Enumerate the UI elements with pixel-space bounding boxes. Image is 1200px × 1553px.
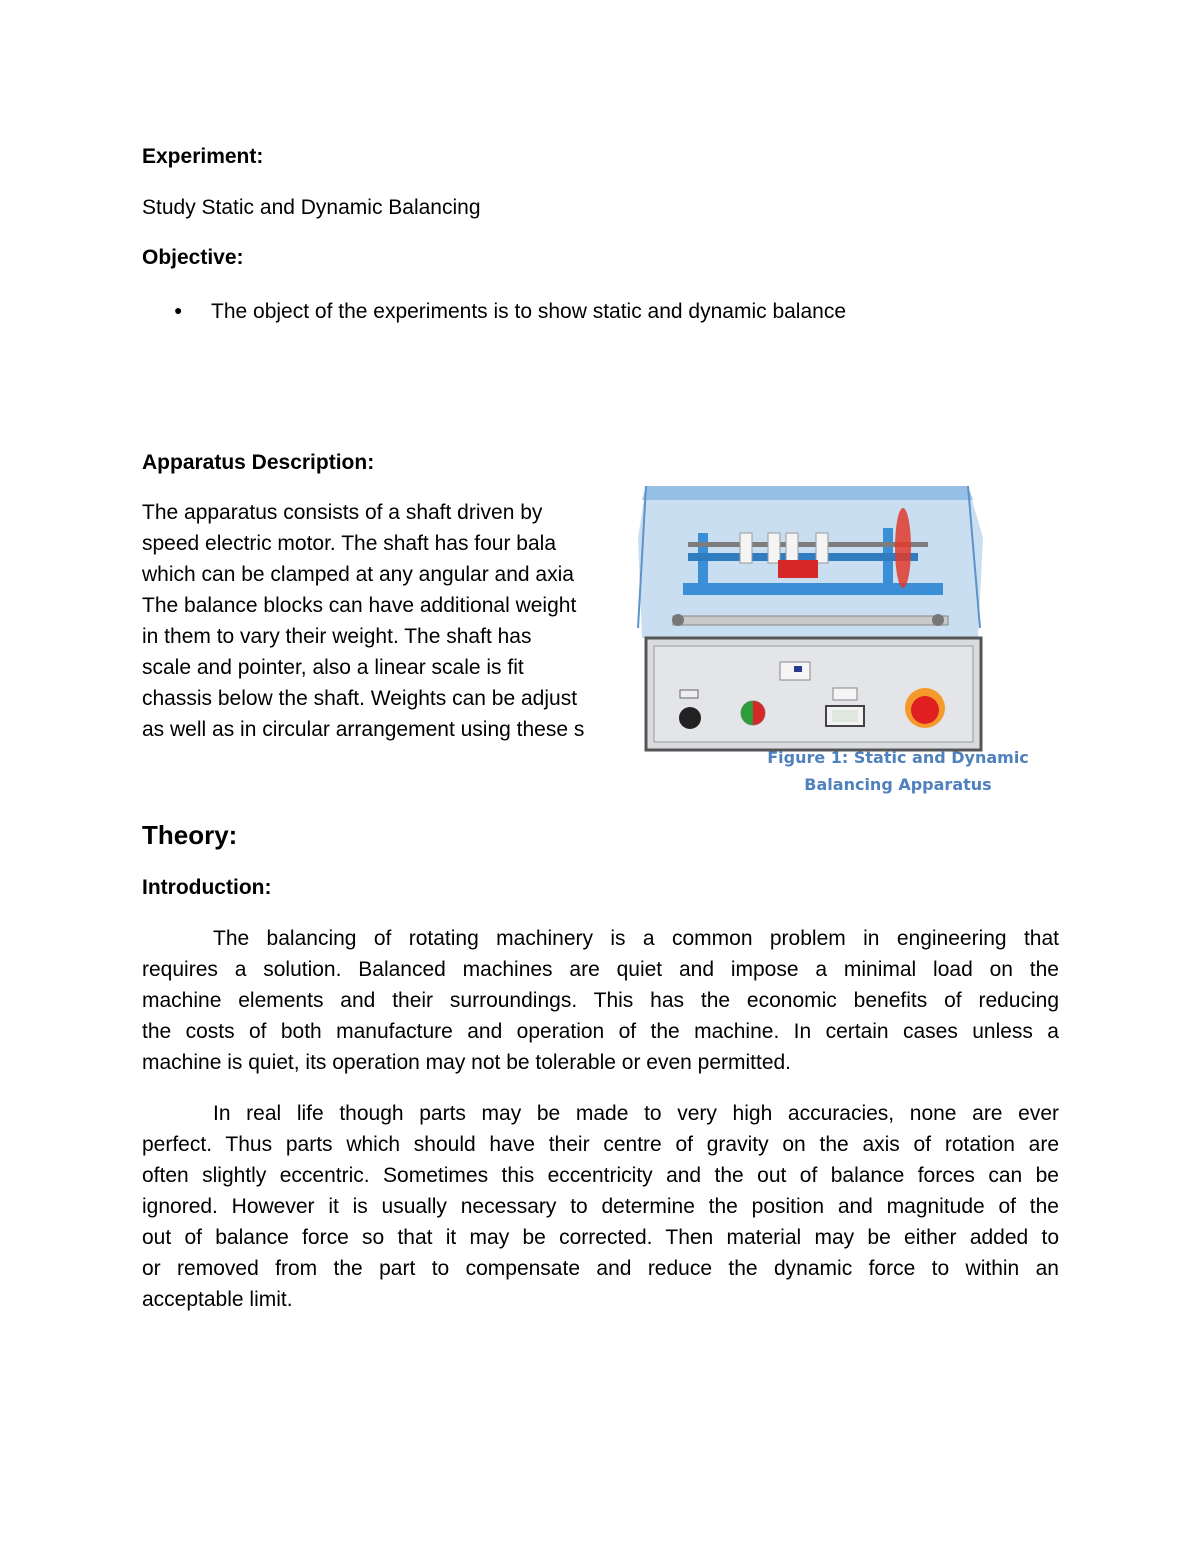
intro-paragraph-line: The balancing of rotating machinery is a common problem in engineering that xyxy=(213,927,1059,950)
apparatus-heading: Apparatus Description: xyxy=(142,451,375,474)
apparatus-line: as well as in circular arrangement using these s xyxy=(142,718,585,741)
apparatus-line: which can be clamped at any angular and axia xyxy=(142,563,574,586)
experiment-title: Study Static and Dynamic Balancing xyxy=(142,196,481,219)
objective-bullet-text: The object of the experiments is to show static and dynamic balance xyxy=(211,300,847,323)
apparatus-line: The balance blocks can have additional weight xyxy=(142,594,577,617)
apparatus-line: The apparatus consists of a shaft driven by xyxy=(142,501,543,524)
intro-paragraph-line: machine is quiet, its operation may not be tolerable or even permitted. xyxy=(142,1051,792,1074)
figure-caption: Balancing Apparatus xyxy=(804,775,992,794)
apparatus-line: chassis below the shaft. Weights can be adjust xyxy=(142,687,578,710)
apparatus-line: speed electric motor. The shaft has four bala xyxy=(142,532,557,555)
second-paragraph-line: out of balance force so that it may be corrected. Then material may be either added to xyxy=(142,1226,1059,1249)
intro-paragraph-line: machine elements and their surroundings. This has the economic benefits of reducing xyxy=(142,989,1059,1012)
intro-paragraph-line: requires a solution. Balanced machines are quiet and impose a minimal load on the xyxy=(142,958,1059,981)
second-paragraph-line: or removed from the part to compensate and reduce the dynamic force to within an xyxy=(142,1257,1059,1280)
apparatus-photo xyxy=(628,478,988,756)
theory-heading: Theory: xyxy=(142,820,238,850)
second-paragraph-line: perfect. Thus parts which should have their centre of gravity on the axis of rotation are xyxy=(142,1133,1059,1156)
second-paragraph-line: often slightly eccentric. Sometimes this eccentricity and the out of balance forces can be xyxy=(142,1164,1059,1187)
introduction-heading: Introduction: xyxy=(142,876,272,899)
intro-paragraph-line: the costs of both manufacture and operation of the machine. In certain cases unless a xyxy=(142,1020,1059,1043)
second-paragraph-line: acceptable limit. xyxy=(142,1288,293,1311)
experiment-heading: Experiment: xyxy=(142,145,264,168)
figure-caption: Figure 1: Static and Dynamic xyxy=(767,748,1029,767)
apparatus-line: scale and pointer, also a linear scale is fit xyxy=(142,656,524,679)
second-paragraph-line: In real life though parts may be made to very high accuracies, none are ever xyxy=(213,1102,1059,1125)
second-paragraph-line: ignored. However it is usually necessary to determine the position and magnitude of the xyxy=(142,1195,1059,1218)
bullet-icon: ● xyxy=(174,302,183,318)
objective-heading: Objective: xyxy=(142,246,244,269)
apparatus-line: in them to vary their weight. The shaft has xyxy=(142,625,532,648)
